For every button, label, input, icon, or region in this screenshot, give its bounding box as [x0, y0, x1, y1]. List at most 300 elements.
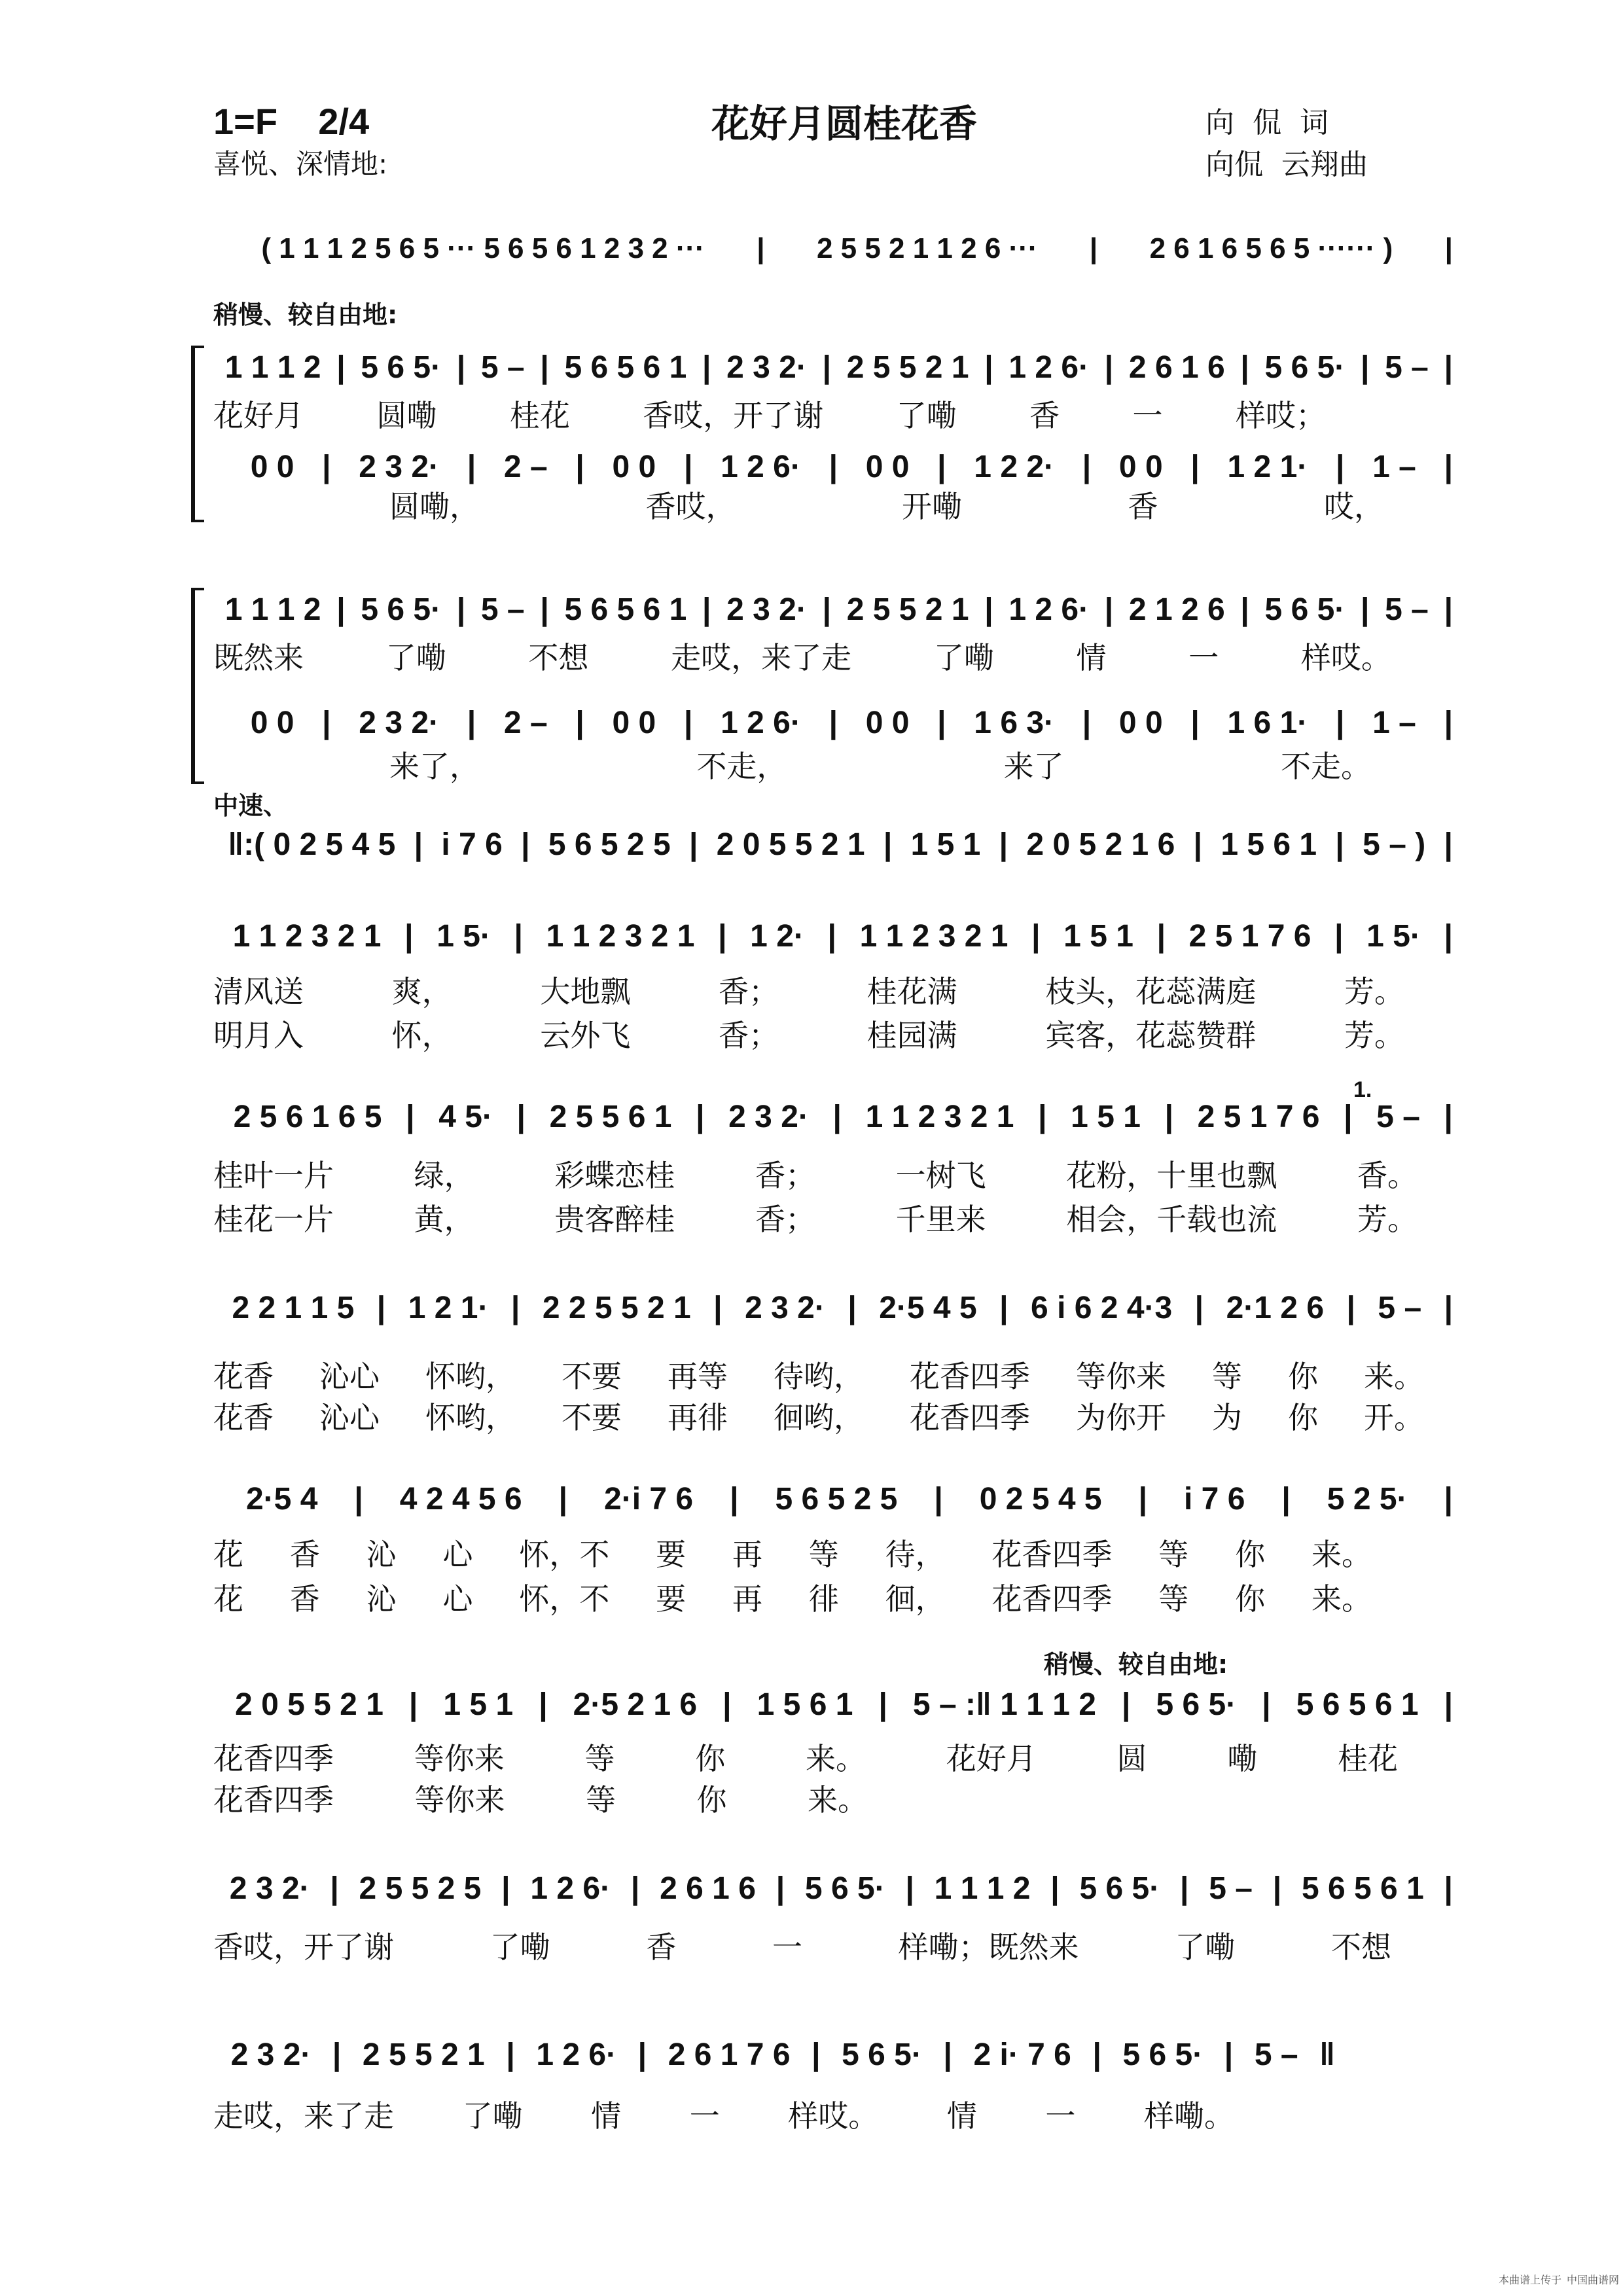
- lyric-word: 等你来: [414, 1782, 505, 1818]
- melody-line: [213, 1102, 1457, 1133]
- barline: |: [456, 592, 466, 627]
- lyric-word: 你: [1235, 1581, 1266, 1617]
- lyrics-line: [213, 1202, 1418, 1237]
- lyric-word: 一: [689, 2098, 720, 2134]
- barline: |: [1444, 450, 1453, 484]
- lyric-word: 了嘞: [896, 398, 957, 433]
- barline: |: [1444, 1100, 1453, 1134]
- measure: 2 5 5 6 1: [549, 1100, 672, 1134]
- measure: 0 0: [865, 706, 910, 740]
- barline: |: [696, 1100, 705, 1134]
- barline: |: [575, 450, 584, 484]
- interlude-melody: [213, 829, 1457, 861]
- measure: 2 3 2·: [229, 1871, 310, 1906]
- barline: |: [510, 1291, 520, 1325]
- melody-line: [213, 1689, 1457, 1721]
- barline: |: [1335, 706, 1345, 740]
- lyric-word: 了嘞: [385, 640, 446, 675]
- lyric-word: 哎，: [1324, 489, 1384, 524]
- lyric-word: 你: [695, 1741, 726, 1776]
- lyric-word: 圆嘞，: [389, 489, 480, 524]
- lyric-word: 沁心: [319, 1359, 380, 1394]
- barline: |: [467, 450, 476, 484]
- measure: 0 0: [1118, 706, 1163, 740]
- barline: |: [1194, 1291, 1204, 1325]
- key-and-meter: [213, 103, 369, 140]
- barline: |: [336, 350, 346, 385]
- measure: 5 –: [1378, 1291, 1422, 1325]
- measure: i 7 6: [1183, 1482, 1245, 1516]
- measure: 2·i 7 6: [604, 1482, 694, 1516]
- footer-watermark: [1499, 2275, 1623, 2286]
- lyric-word: 桂花: [1338, 1741, 1398, 1776]
- barline: |: [630, 1871, 640, 1906]
- lyric-word: 怀哟，: [425, 1359, 516, 1394]
- measure: 1 2 6·: [530, 1871, 611, 1906]
- measure: 5 –: [1254, 2037, 1298, 2072]
- lyric-word: 香哎，开了谢: [213, 1929, 394, 1965]
- barline: |: [829, 706, 838, 740]
- barline: |: [943, 2037, 952, 2072]
- measure: 5 6 5·: [1264, 592, 1346, 627]
- lyric-word: 圆: [1116, 1741, 1147, 1776]
- lyric-word: 不想: [528, 640, 589, 675]
- lyric-word: 来了: [1003, 749, 1064, 784]
- barline: |: [1346, 1291, 1355, 1325]
- measure: 5 6 5·: [361, 350, 442, 385]
- measure: 1 2 1·: [408, 1291, 489, 1325]
- barline: |: [1444, 919, 1453, 954]
- measure: 1 5 1: [1071, 1100, 1141, 1134]
- measure: 0 0: [1118, 450, 1163, 484]
- verse-b-melody: [213, 594, 1457, 626]
- measure: 5 6 5 6 1: [1296, 1687, 1419, 1722]
- lyric-word: 枝头，花蕊满庭: [1045, 974, 1257, 1009]
- barline: |: [1444, 1871, 1453, 1906]
- barline: |: [1361, 350, 1370, 385]
- barline: |: [1050, 1871, 1060, 1906]
- measure: 2 6 1 7 6: [668, 2037, 791, 2072]
- barline: |: [878, 1687, 887, 1722]
- lyric-word: 再: [732, 1537, 762, 1572]
- lyric-word: 一: [1045, 2098, 1076, 2134]
- measure: 5 6 5·: [1264, 350, 1346, 385]
- melody-line: [213, 1484, 1457, 1515]
- measure: 2 5 1 7 6: [1197, 1100, 1320, 1134]
- lyric-word: 情: [946, 2098, 977, 2134]
- measure: 6 i 6 2 4·3: [1031, 1291, 1173, 1325]
- measure: 5 6 5·: [1079, 1871, 1160, 1906]
- measure: 1 1 2 3 2 1: [859, 919, 1008, 954]
- lyric-word: 花香四季: [991, 1537, 1113, 1572]
- lyrics-line: [213, 1782, 868, 1818]
- measure: 2 0 5 2 1 6: [1026, 827, 1175, 862]
- lyric-word: 彩蝶恋桂: [554, 1158, 675, 1193]
- measure: 4 2 4 5 6: [399, 1482, 522, 1516]
- site-name: 中国曲谱网: [1567, 2274, 1620, 2286]
- composer-credit: 向侃 云翔曲: [1205, 148, 1368, 181]
- melody-line: [213, 1873, 1457, 1905]
- measure: 2 3 2·: [726, 350, 807, 385]
- lyric-word: 你: [696, 1782, 727, 1818]
- measure: 1 6 3·: [974, 706, 1055, 740]
- lyric-word: 怀，不: [519, 1581, 610, 1617]
- barline: |: [354, 1482, 363, 1516]
- measure: 1 1 2 3 2 1: [232, 919, 382, 954]
- barline: |: [1335, 827, 1344, 862]
- barline: |: [521, 827, 530, 862]
- lyricist-credit: 向 侃 词: [1205, 106, 1329, 139]
- lyric-word: 桂花一片: [213, 1202, 334, 1237]
- lyric-word: 来。: [806, 1741, 866, 1776]
- lyric-word: 你: [1235, 1537, 1266, 1572]
- barline: |: [1104, 592, 1114, 627]
- lyric-word: 开。: [1364, 1400, 1424, 1435]
- lyric-word: 桂花: [509, 398, 570, 433]
- melody-line: [213, 1293, 1457, 1324]
- measure: 2 3 2·: [230, 2037, 312, 2072]
- lyric-word: 花好月: [213, 398, 304, 433]
- verse-a-harmony: [226, 452, 1457, 483]
- lyrics-line: [213, 1929, 1391, 1965]
- lyric-word: 样哎。: [788, 2098, 879, 2134]
- lyric-word: 怀，: [391, 1018, 452, 1053]
- barline: |: [1344, 1100, 1353, 1134]
- measure: 0 0: [612, 706, 656, 740]
- barline: |: [1262, 1687, 1271, 1722]
- measure: 1 2 2·: [974, 450, 1055, 484]
- measure: i 7 6: [441, 827, 503, 862]
- barline: |: [1089, 232, 1098, 264]
- measure: 2 5 5 2 1: [362, 2037, 485, 2072]
- measure: 2 1 2 6: [1128, 592, 1225, 627]
- time-signature: 2/4: [318, 101, 370, 142]
- barline: |: [1193, 827, 1203, 862]
- lyric-word: 清风送: [213, 974, 304, 1009]
- measure: 5 –: [1385, 350, 1429, 385]
- lyric-word: 等: [1158, 1537, 1189, 1572]
- measure: 1 5 6 1: [757, 1687, 853, 1722]
- measure: 1 1 1 2: [934, 1871, 1031, 1906]
- verse-a-lyrics: [213, 398, 1326, 433]
- measure: 1 2 1·: [1227, 450, 1308, 484]
- barline: |: [1240, 350, 1249, 385]
- verse-a-melody: [213, 352, 1457, 384]
- volta-marking: 1.: [1353, 1077, 1372, 1102]
- barline: |: [1444, 592, 1453, 627]
- lyric-word: 千里来: [895, 1202, 986, 1237]
- measure: 5 6 5 6 1: [564, 350, 687, 385]
- barline: |: [1361, 592, 1370, 627]
- barline: |: [1164, 1100, 1173, 1134]
- lyric-word: 再: [732, 1581, 762, 1617]
- lyric-word: 一: [1132, 398, 1163, 433]
- barline: |: [1335, 450, 1345, 484]
- lyric-word: 香: [1128, 489, 1158, 524]
- lyric-word: 走哎，来了走: [671, 640, 852, 675]
- measure: 2 3 2·: [728, 1100, 809, 1134]
- measure: 0 0: [250, 706, 294, 740]
- lyric-word: 芳。: [1344, 1018, 1404, 1053]
- lyric-word: 相会，千载也流: [1066, 1202, 1277, 1237]
- measure: 2 2 5 5 2 1: [542, 1291, 691, 1325]
- melody-line: [213, 921, 1457, 952]
- barline: |: [322, 706, 331, 740]
- upload-note: 本曲谱上传于: [1499, 2274, 1562, 2286]
- measure: 1 5·: [437, 919, 491, 954]
- barline: |: [540, 350, 549, 385]
- barline: |: [713, 1291, 722, 1325]
- lyrics-line: [213, 974, 1404, 1009]
- lyric-word: 不走，: [696, 749, 787, 784]
- barline: |: [332, 2037, 342, 2072]
- intro-melody: [213, 234, 1457, 263]
- barline: |: [1334, 919, 1344, 954]
- lyric-word: 你: [1288, 1359, 1318, 1394]
- measure: 5 –: [1376, 1100, 1420, 1134]
- lyric-word: 待哟，: [774, 1359, 864, 1394]
- lyric-word: 明月入: [213, 1018, 304, 1053]
- measure: 1 2 6·: [721, 706, 801, 740]
- barline: |: [829, 450, 838, 484]
- lyric-word: 花香: [213, 1359, 274, 1394]
- lyrics-line: [213, 1160, 1418, 1191]
- measure: 5 6 5·: [361, 592, 442, 627]
- lyric-word: 香: [646, 1929, 677, 1965]
- barline: |: [1138, 1482, 1147, 1516]
- lyric-word: 桂花满: [866, 974, 957, 1009]
- lyrics-line: [213, 1018, 1404, 1053]
- measure: 5 6 5·: [1156, 1687, 1237, 1722]
- measure: 2 i· 7 6: [973, 2037, 1071, 2072]
- barline: |: [812, 2037, 821, 2072]
- barline: |: [539, 1687, 548, 1722]
- lyric-word: 再徘: [668, 1400, 728, 1435]
- barline: |: [702, 592, 711, 627]
- lyrics-line: [213, 2098, 1234, 2134]
- barline: |: [984, 350, 993, 385]
- lyric-word: 花香: [213, 1400, 274, 1435]
- measure: 2·5 4: [245, 1482, 318, 1516]
- barline: |: [501, 1871, 510, 1906]
- barline: |: [1444, 1687, 1454, 1722]
- barline: |: [1444, 1291, 1454, 1325]
- measure: 5 6 5·: [1122, 2037, 1204, 2072]
- lyric-word: 怀，不: [519, 1537, 610, 1572]
- measure: 5 2 5·: [1327, 1482, 1408, 1516]
- lyric-word: 为你开: [1076, 1400, 1166, 1435]
- key-signature: 1=F: [213, 101, 278, 142]
- lyric-word: 了嘞: [1175, 1929, 1236, 1965]
- measure: 0 0: [612, 450, 656, 484]
- measure: 5 6 5 2 5: [775, 1482, 898, 1516]
- lyric-word: 来。: [1311, 1537, 1372, 1572]
- lyric-word: 等: [586, 1782, 616, 1818]
- lyric-word: 心: [442, 1537, 473, 1572]
- barline: |: [1156, 919, 1166, 954]
- lyric-word: 不要: [562, 1400, 622, 1435]
- barline: |: [1444, 232, 1453, 264]
- barline: |: [1224, 2037, 1234, 2072]
- lyrics-line: [213, 1359, 1424, 1394]
- measure: 0 0: [865, 450, 910, 484]
- lyric-word: 香哎，开了谢: [643, 398, 824, 433]
- barline: |: [1240, 592, 1249, 627]
- barline: |: [822, 592, 831, 627]
- measure: 1 5·: [1366, 919, 1421, 954]
- barline: |: [1444, 350, 1453, 385]
- verse-a-harmony-lyrics: [389, 489, 1384, 524]
- measure: 2 –: [503, 450, 548, 484]
- lyric-word: 了嘞: [462, 2098, 523, 2134]
- barline: |: [937, 450, 946, 484]
- measure: 1 1 1 2: [224, 592, 321, 627]
- measure: 5 –: [1385, 592, 1429, 627]
- barline: |: [1104, 350, 1114, 385]
- lyric-word: 来了，: [389, 749, 480, 784]
- lyric-word: 爽，: [391, 974, 452, 1009]
- barline: |: [1082, 450, 1092, 484]
- measure: 5 –: [480, 350, 525, 385]
- lyric-word: 来。: [1311, 1581, 1372, 1617]
- lyric-word: 徘: [808, 1581, 839, 1617]
- tempo-marking: 中速、: [213, 791, 289, 820]
- lyric-word: 沁: [366, 1581, 397, 1617]
- barline: |: [722, 1687, 732, 1722]
- lyric-word: 样嘞；既然来: [898, 1929, 1079, 1965]
- verse-b-lyrics: [213, 640, 1391, 675]
- lyric-word: 等: [808, 1537, 839, 1572]
- lyric-word: 一: [1188, 640, 1219, 675]
- lyric-word: 花粉，十里也飘: [1066, 1158, 1277, 1193]
- barline: |: [1281, 1482, 1291, 1516]
- measure: 5 –: [1209, 1871, 1253, 1906]
- measure: 2 6 1 6: [1128, 350, 1225, 385]
- measure: 5 –: [480, 592, 525, 627]
- tempo-marking: 稍慢、较自由地:: [213, 300, 398, 329]
- barline: |: [934, 1482, 943, 1516]
- lyric-word: 徊，: [885, 1581, 946, 1617]
- barline: |: [637, 2037, 647, 2072]
- lyric-word: 样哎。: [1300, 640, 1391, 675]
- barline: |: [1444, 706, 1453, 740]
- lyric-word: 不走。: [1280, 749, 1371, 784]
- lyric-word: 走哎，来了走: [213, 2098, 394, 2134]
- barline: |: [847, 1291, 857, 1325]
- measure: 2·5 2 1 6: [573, 1687, 698, 1722]
- barline: |: [1092, 2037, 1101, 2072]
- measure: 2 6 1 6: [660, 1871, 756, 1906]
- measure: 5 – ): [1363, 827, 1426, 862]
- tempo-marking: 稍慢、较自由地:: [1044, 1650, 1228, 1679]
- measure: 1 2 6·: [1008, 592, 1090, 627]
- lyric-word: 徊哟，: [774, 1400, 864, 1435]
- barline: |: [688, 827, 698, 862]
- measure: 2 5 6 1 6 5: [233, 1100, 382, 1134]
- lyric-word: 花香四季: [910, 1400, 1030, 1435]
- measure: 1 2 6·: [1008, 350, 1090, 385]
- lyric-word: 为: [1212, 1400, 1242, 1435]
- lyric-word: 香: [289, 1537, 320, 1572]
- measure: 2 –: [503, 706, 548, 740]
- barline: |: [1190, 706, 1200, 740]
- barline: |: [999, 827, 1008, 862]
- lyric-word: 心: [442, 1581, 473, 1617]
- barline: |: [1444, 827, 1453, 862]
- verse-b-harmony: [226, 708, 1457, 739]
- lyrics-line: [213, 1741, 1398, 1776]
- barline: |: [999, 1291, 1008, 1325]
- lyric-word: 桂园满: [866, 1018, 957, 1053]
- barline: |: [408, 1687, 418, 1722]
- lyric-word: 嘞: [1227, 1741, 1258, 1776]
- barline: |: [883, 827, 893, 862]
- lyric-word: 样哎；: [1235, 398, 1326, 433]
- lyrics-line: [213, 1400, 1424, 1435]
- lyric-word: 花: [213, 1537, 243, 1572]
- measure: 1 1 2 3 2 1: [546, 919, 695, 954]
- measure: 4 5·: [438, 1100, 493, 1134]
- barline: |: [1179, 1871, 1189, 1906]
- lyric-word: 既然来: [213, 640, 304, 675]
- lyric-word: 等你来: [414, 1741, 505, 1776]
- measure: 1 2 6·: [536, 2037, 617, 2072]
- barline: |: [456, 350, 466, 385]
- lyric-word: 等: [1158, 1581, 1189, 1617]
- barline: |: [1190, 450, 1200, 484]
- barline: |: [683, 706, 693, 740]
- barline: |: [827, 919, 836, 954]
- lyric-word: 绿，: [414, 1158, 474, 1193]
- lyric-word: 了嘞: [490, 1929, 550, 1965]
- barline: |: [702, 350, 711, 385]
- measure: 2 3 2·: [726, 592, 807, 627]
- measure: 1 6 1·: [1227, 706, 1308, 740]
- measure: 1 2·: [750, 919, 804, 954]
- lyrics-line: [213, 1539, 1372, 1570]
- measure: 2 5 5 2 5: [359, 1871, 482, 1906]
- lyric-word: 芳。: [1357, 1202, 1418, 1237]
- lyric-word: 香；: [718, 1018, 779, 1053]
- lyric-word: 贵客醉桂: [554, 1202, 675, 1237]
- measure: 1 5 1: [910, 827, 981, 862]
- lyric-word: 香: [1029, 398, 1060, 433]
- barline: |: [937, 706, 946, 740]
- measure: 2 3 2·: [359, 706, 440, 740]
- measure: 0 2 5 4 5: [979, 1482, 1102, 1516]
- barline: |: [1031, 919, 1041, 954]
- measure: 2 3 2·: [745, 1291, 825, 1325]
- lyric-word: 要: [656, 1581, 687, 1617]
- measure: 2 5 5 2 1: [846, 592, 969, 627]
- barline: |: [514, 919, 523, 954]
- measure: 5 6 5 6 1: [564, 592, 687, 627]
- measure: 1 2 6·: [721, 450, 801, 484]
- measure: 2 6 1 6 5 6 5 ······ ): [1149, 232, 1393, 264]
- lyric-word: 等: [1212, 1359, 1242, 1394]
- barline: |: [984, 592, 993, 627]
- barline: |: [376, 1291, 386, 1325]
- lyric-word: 待，: [885, 1537, 946, 1572]
- system-bracket: [191, 346, 204, 522]
- barline: |: [822, 350, 831, 385]
- lyric-word: 云外飞: [540, 1018, 631, 1053]
- measure: 5 6 5 2 5: [548, 827, 671, 862]
- barline: |: [730, 1482, 739, 1516]
- lyric-word: 花香四季: [213, 1782, 334, 1818]
- lyric-word: 沁心: [319, 1400, 380, 1435]
- barline: |: [776, 1871, 785, 1906]
